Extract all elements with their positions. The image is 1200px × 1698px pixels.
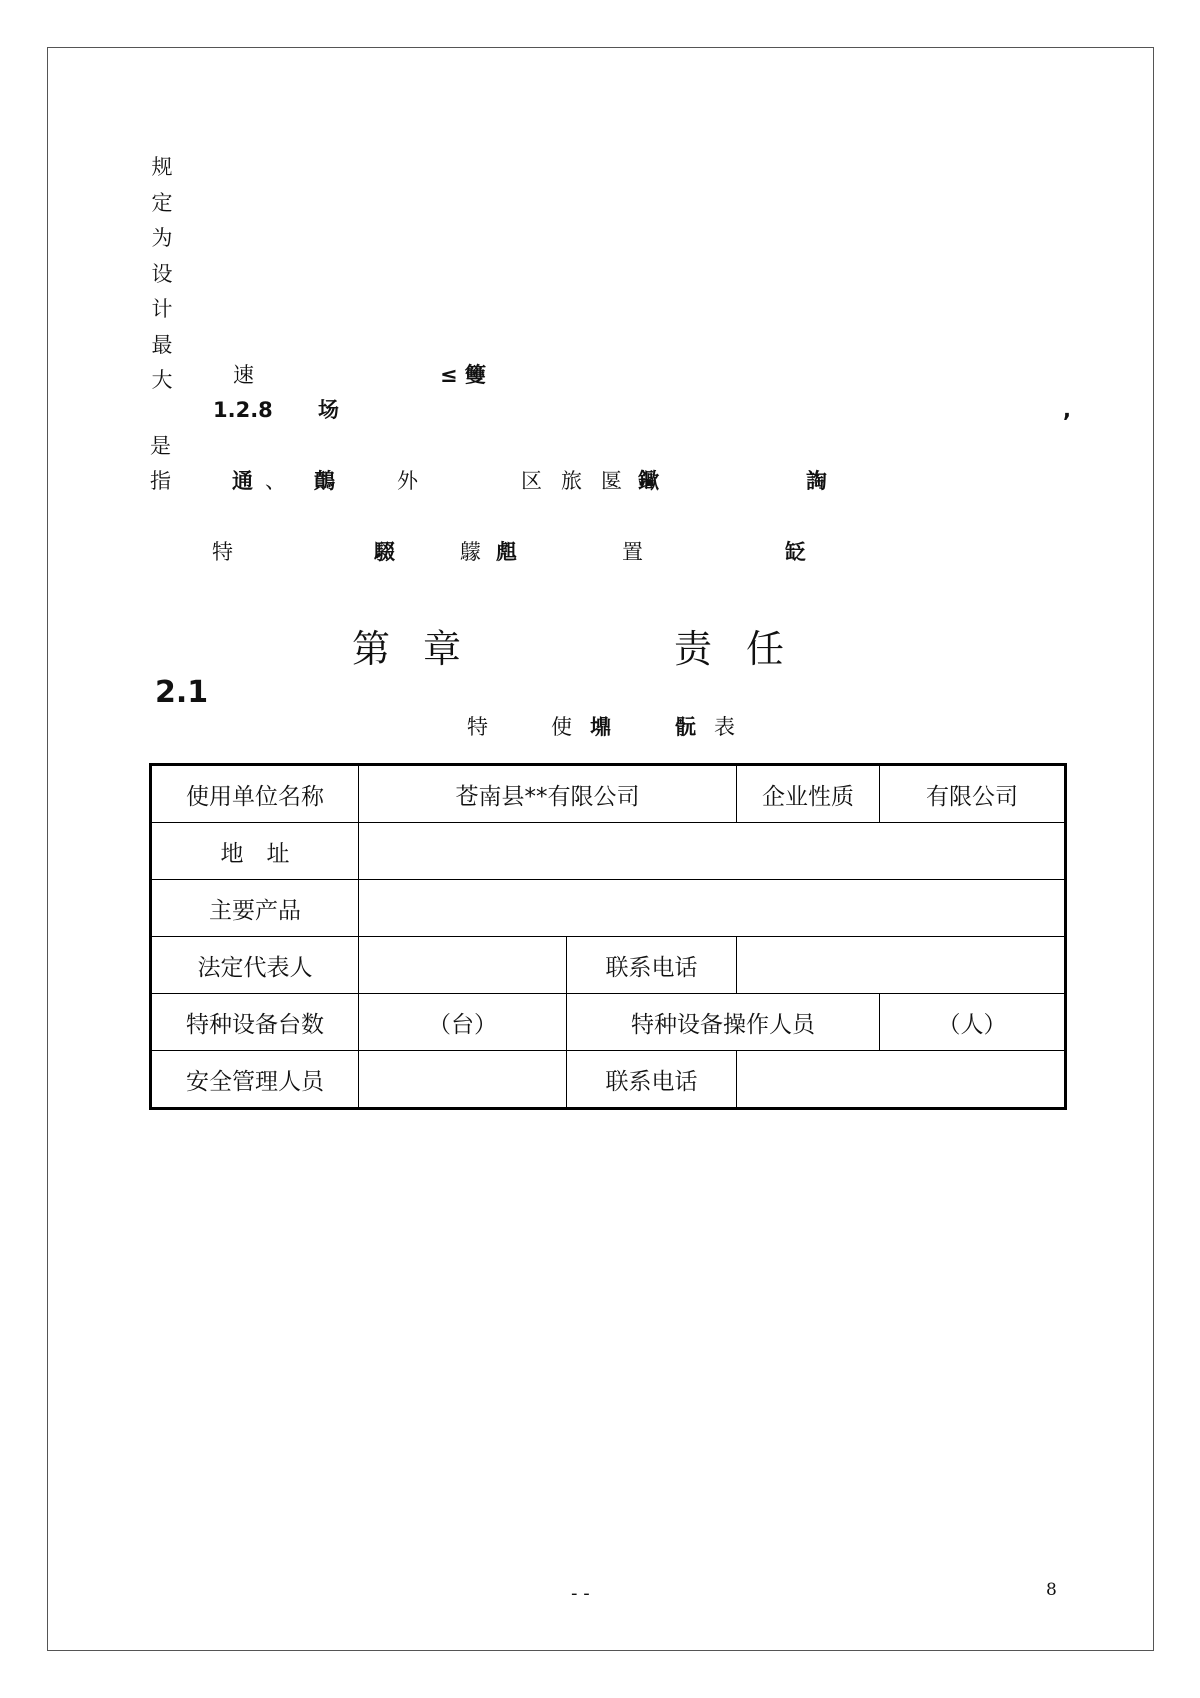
table-label: 地 址 [151, 823, 359, 880]
text-fragment: 䮕 [374, 540, 395, 564]
table-row [151, 937, 1066, 994]
text-fragment: 䛬 [806, 469, 827, 493]
table-row [151, 1051, 1066, 1109]
table-row [151, 880, 1066, 937]
table-label: 主要产品 [151, 880, 359, 937]
vertical-char: 为 [151, 226, 173, 250]
text-fragment: 䴌 [460, 540, 481, 564]
phone-cell [737, 937, 1066, 994]
chapter-heading-di: 第 [352, 627, 393, 671]
table-label: 安全管理人员 [151, 1051, 359, 1109]
vertical-char: 规 [151, 155, 173, 179]
section-number-128: 1.2.8 [213, 398, 273, 422]
chapter-heading-zhang: 章 [423, 627, 464, 671]
caption-fragment: 使 [551, 715, 572, 739]
table-label: 特种设备台数 [151, 994, 359, 1051]
table-label: 联系电话 [567, 937, 737, 994]
table-label: 联系电话 [567, 1051, 737, 1109]
text-fragment: 通 [232, 469, 253, 493]
text-fragment: 置 [622, 540, 643, 564]
text-fragment: 指 [150, 469, 171, 493]
text-fragment: 是 [150, 434, 171, 458]
vertical-char: 计 [151, 297, 173, 321]
table-label: 企业性质 [737, 765, 880, 823]
table-label: 法定代表人 [151, 937, 359, 994]
caption-fragment: 䯈 [675, 715, 696, 739]
caption-fragment: 䵺 [590, 715, 611, 739]
table-label: 使用单位名称 [151, 765, 359, 823]
text-fragment: 区 [521, 469, 542, 493]
section-number: 2.1 [155, 675, 209, 710]
table-row [151, 994, 1066, 1051]
caption-fragment: 特 [467, 715, 488, 739]
equipment-info-table [149, 763, 1067, 1110]
text-fragment: 速 [233, 363, 254, 387]
safety-manager-cell [359, 1051, 567, 1109]
vertical-char: 设 [151, 261, 173, 286]
table-row [151, 765, 1066, 823]
vertical-text-column [150, 150, 174, 399]
text-fragment: 䴅 [314, 469, 335, 493]
text-fragment: 特 [212, 540, 233, 564]
vertical-char: 定 [151, 190, 173, 215]
equipment-count-cell: （台） [359, 994, 567, 1051]
phone-cell [737, 1051, 1066, 1109]
address-cell [359, 823, 1066, 880]
table-row [151, 823, 1066, 880]
company-type-cell: 有限公司 [880, 765, 1066, 823]
company-name-cell: 苍南县**有限公司 [359, 765, 737, 823]
text-fragment: 场 [318, 398, 339, 422]
text-fragment: , [1063, 398, 1071, 422]
operator-count-cell: （人） [880, 994, 1066, 1051]
text-fragment: 䍇 [785, 540, 806, 564]
text-fragment: 匽 [601, 469, 622, 493]
footer-center: - - [571, 1583, 590, 1604]
vertical-char: 最 [151, 332, 173, 357]
text-fragment: 旅 [561, 469, 582, 493]
caption-fragment: 表 [714, 715, 735, 739]
vertical-char: 大 [151, 368, 173, 392]
text-fragment: 䖕 [496, 540, 517, 564]
text-fragment: 外 [397, 469, 418, 493]
table-label: 特种设备操作人员 [567, 994, 880, 1051]
legal-representative-cell [359, 937, 567, 994]
text-fragment: 、 [265, 469, 286, 493]
text-fragment: ≤ 䉶 [440, 363, 486, 387]
chapter-heading-ze: 责 [674, 627, 715, 671]
text-fragment: 䥲 [638, 469, 659, 493]
chapter-heading-ren: 任 [746, 627, 787, 671]
page-number: 8 [1046, 1580, 1057, 1600]
main-products-cell [359, 880, 1066, 937]
